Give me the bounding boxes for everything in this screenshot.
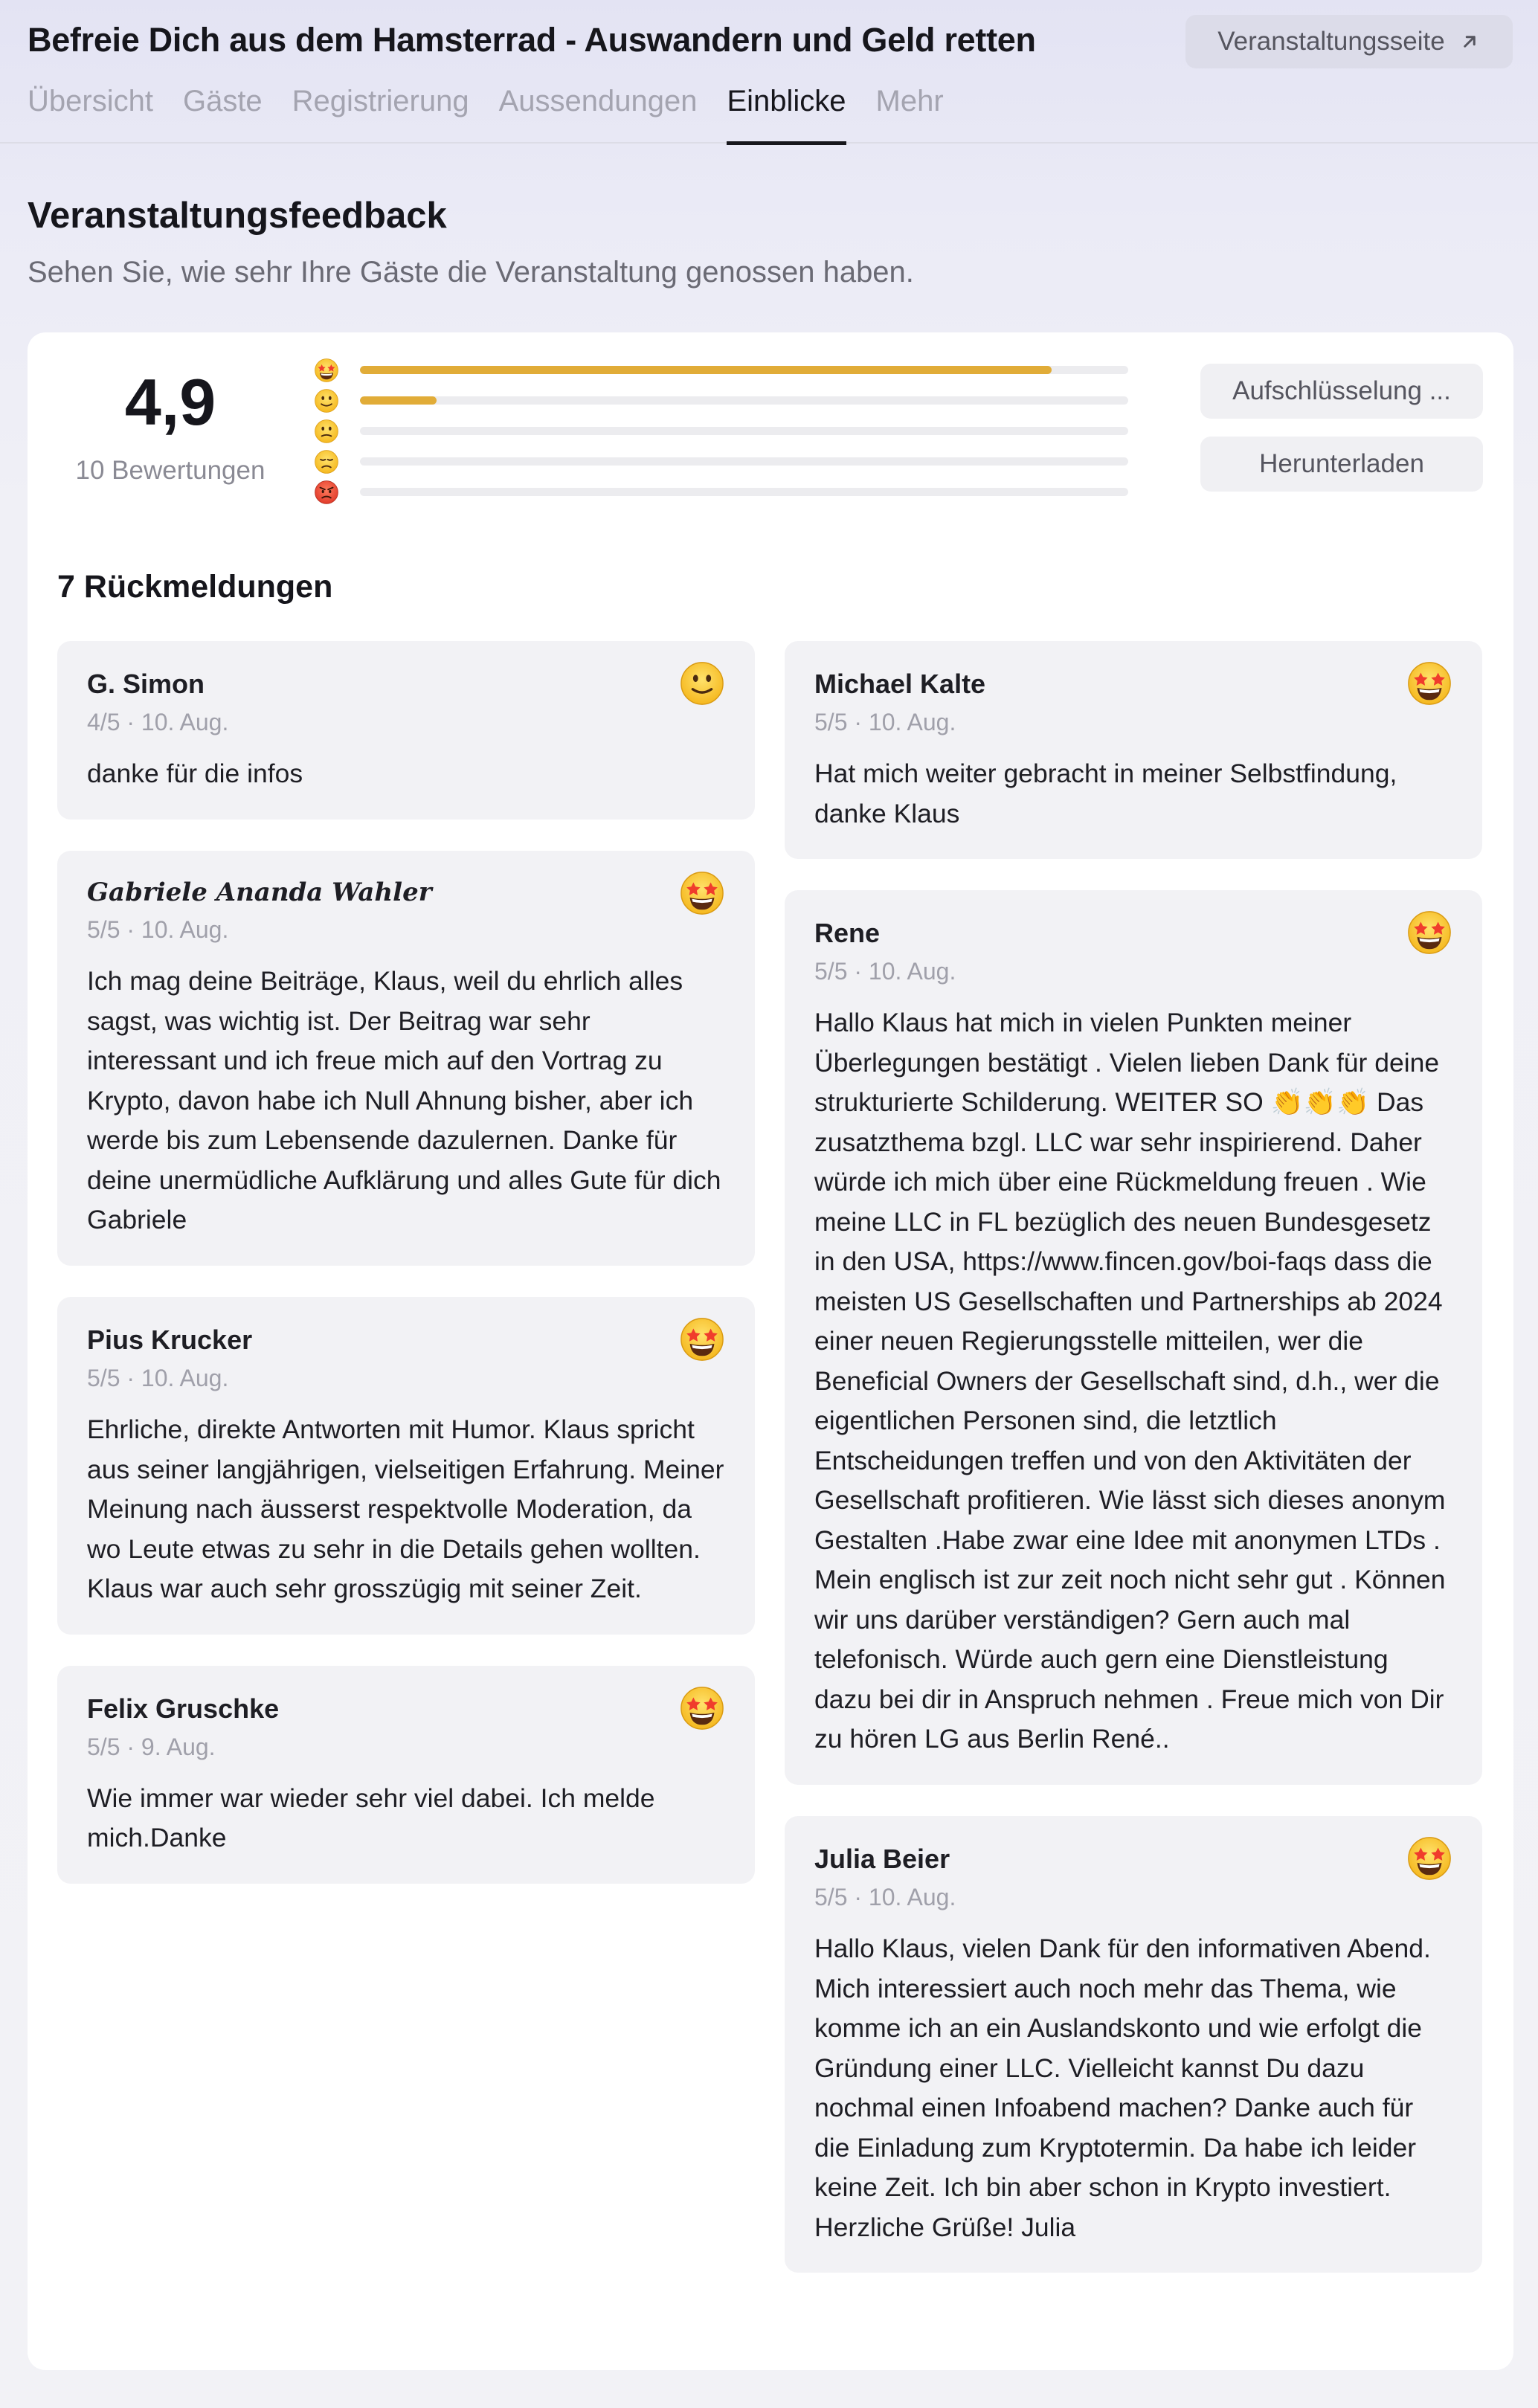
- review-rating-emoji: [679, 870, 725, 916]
- reviewer-name: Gabriele Ananda Wahler: [87, 877, 432, 907]
- ratings-count: 10 Bewertungen: [75, 456, 266, 485]
- distribution-bar-track: [360, 427, 1128, 435]
- distribution-emoji: [314, 356, 347, 384]
- tab-overview[interactable]: Übersicht: [28, 85, 153, 117]
- tab-mailings[interactable]: Aussendungen: [498, 85, 698, 117]
- download-button[interactable]: Herunterladen: [1200, 437, 1483, 492]
- event-page-button[interactable]: [1185, 15, 1513, 68]
- distribution-bar-track: [360, 396, 1128, 405]
- distribution-emoji: [314, 448, 347, 476]
- star-struck-emoji-icon: [314, 358, 339, 383]
- distribution-row: [314, 385, 1162, 416]
- star-struck-emoji-icon: [679, 1316, 725, 1362]
- reviewer-name: Michael Kalte: [814, 669, 986, 699]
- responses-title: 7 Rückmeldungen: [57, 569, 333, 605]
- tab-more[interactable]: Mehr: [875, 85, 944, 117]
- average-rating: 4,9: [124, 365, 216, 439]
- distribution-row: [314, 477, 1162, 507]
- review-card: [57, 1666, 755, 1884]
- reviewer-name: Rene: [814, 918, 881, 949]
- star-struck-emoji-icon: [1406, 660, 1452, 706]
- slight-smile-emoji-icon: [314, 388, 339, 413]
- review-meta: 5/5 · 9. Aug.: [87, 1733, 216, 1760]
- review-text: Hallo Klaus, vielen Dank für den informativen Abend. Mich interessiert auch noch mehr das Thema, wie komme ich an ein Auslandskonto und wie erfolgt die Gründung einer LLC. Vielleicht kannst Du dazu nochmal einen Infoabend machen? Danke auch für die Einladung zum Kryptotermin. Da habe ich leider keine Zeit. Ich bin aber schon in Krypto investiert. Herzliche Grüße! Julia: [814, 1934, 1431, 2242]
- rating-summary: [28, 365, 313, 486]
- review-meta: 5/5 · 10. Aug.: [814, 1884, 956, 1911]
- feedback-card: [28, 332, 1513, 2370]
- review-meta: 5/5 · 10. Aug.: [87, 916, 229, 944]
- event-title: Befreie Dich aus dem Hamsterrad - Auswandern und Geld retten: [28, 21, 1036, 59]
- distribution-bar-fill: [360, 396, 437, 405]
- review-card: [57, 641, 755, 820]
- review-meta: 5/5 · 10. Aug.: [814, 958, 956, 985]
- distribution-bar-track: [360, 488, 1128, 496]
- event-page-label: Veranstaltungsseite: [1217, 27, 1445, 56]
- review-text: danke für die infos: [87, 759, 303, 789]
- arrow-up-right-icon: [1458, 30, 1481, 53]
- reviewer-name: Julia Beier: [814, 1843, 950, 1874]
- tab-insights[interactable]: Einblicke: [727, 79, 846, 144]
- tab-bar: [28, 79, 944, 144]
- distribution-bar-track: [360, 457, 1128, 466]
- neutral-emoji-icon: [314, 419, 339, 444]
- review-rating-emoji: [1406, 910, 1452, 956]
- review-card: [785, 890, 1482, 1785]
- review-text: Hallo Klaus hat mich in vielen Punkten meiner Überlegungen bestätigt . Vielen lieben Dank für deine strukturierte Schilderung. WEITER SO 👏👏👏 Das zusatzthema bzgl. LLC war sehr inspirierend. Daher würde ich mich über eine Rückmeldung freuen . Wie meine LLC in FL bezüglich des neuen Bundesgesetz in den USA, https://www.fincen.gov/boi-faqs dass die meisten US Gesellschaften und Partnerships ab 2024 einer neuen Regierungsstelle mitteilen, wer die Beneficial Owners der Gesellschaft sind, d.h., wer die eigentlichen Personen sind, die letztlich Entscheidungen treffen und von den Aktivitäten der Gesellschaft profitieren. Wie lässt sich dieses anonym Gestalten .Habe zwar eine Idee mit anonymen LTDs . Mein englisch ist zur zeit noch nicht sehr gut . Können wir uns darüber verständigen? Gern auch mal telefonisch. Würde auch gern eine Dienstleistung dazu bei dir in Anspruch nehmen . Freue mich von Dir zu hören LG aus Berlin René..: [814, 1008, 1446, 1754]
- angry-emoji-icon: [314, 480, 339, 505]
- rating-distribution: [314, 355, 1162, 507]
- star-struck-emoji-icon: [679, 1685, 725, 1731]
- review-card: [57, 851, 755, 1266]
- review-rating-emoji: [1406, 1835, 1452, 1881]
- review-text: Wie immer war wieder sehr viel dabei. Ich melde mich.Danke: [87, 1783, 655, 1853]
- star-struck-emoji-icon: [679, 870, 725, 916]
- review-meta: 5/5 · 10. Aug.: [87, 1365, 229, 1392]
- star-struck-emoji-icon: [1406, 1835, 1452, 1881]
- breakdown-button[interactable]: Aufschlüsselung ...: [1200, 364, 1483, 419]
- review-rating-emoji: [1406, 660, 1452, 706]
- sad-emoji-icon: [314, 449, 339, 474]
- distribution-bar-track: [360, 366, 1128, 374]
- review-rating-emoji: [679, 1316, 725, 1362]
- distribution-row: [314, 355, 1162, 385]
- review-rating-emoji: [679, 1685, 725, 1731]
- review-card: [785, 641, 1482, 859]
- distribution-row: [314, 446, 1162, 477]
- distribution-bar-fill: [360, 366, 1052, 374]
- reviews-column-right: [785, 641, 1482, 2273]
- page-subtitle: Sehen Sie, wie sehr Ihre Gäste die Veranstaltung genossen haben.: [28, 256, 914, 289]
- tab-registration[interactable]: Registrierung: [292, 85, 469, 117]
- slight-smile-emoji-icon: [679, 660, 725, 706]
- star-struck-emoji-icon: [1406, 910, 1452, 956]
- page-title: Veranstaltungsfeedback: [28, 196, 447, 236]
- review-meta: 4/5 · 10. Aug.: [87, 709, 229, 736]
- distribution-emoji: [314, 387, 347, 415]
- reviews-column-left: [57, 641, 755, 1884]
- review-text: Ich mag deine Beiträge, Klaus, weil du ehrlich alles sagst, was wichtig ist. Der Beitrag war sehr interessant und ich freue mich auf den Vortrag zu Krypto, davon habe ich Null Ahnung bisher, aber ich werde bis zum Lebensende dazulernen. Danke für deine unermüdliche Aufklärung und alles Gute für dich Gabriele: [87, 966, 721, 1235]
- review-text: Ehrliche, direkte Antworten mit Humor. Klaus spricht aus seiner langjährigen, vielseitigen Erfahrung. Meiner Meinung nach äusserst respektvolle Moderation, da wo Leute etwas zu sehr in die Details gehen wollten. Klaus war auch sehr grosszügig mit seiner Zeit.: [87, 1414, 724, 1604]
- review-card: [57, 1297, 755, 1635]
- reviewer-name: Felix Gruschke: [87, 1693, 280, 1724]
- review-text: Hat mich weiter gebracht in meiner Selbstfindung, danke Klaus: [814, 759, 1397, 828]
- distribution-emoji: [314, 417, 347, 445]
- review-meta: 5/5 · 10. Aug.: [814, 709, 956, 736]
- reviewer-name: G. Simon: [87, 669, 205, 699]
- review-card: [785, 1816, 1482, 2273]
- review-rating-emoji: [679, 660, 725, 706]
- distribution-emoji: [314, 478, 347, 506]
- event-header: [0, 0, 1538, 144]
- tab-guests[interactable]: Gäste: [182, 85, 263, 117]
- reviewer-name: Pius Krucker: [87, 1324, 253, 1355]
- distribution-row: [314, 416, 1162, 446]
